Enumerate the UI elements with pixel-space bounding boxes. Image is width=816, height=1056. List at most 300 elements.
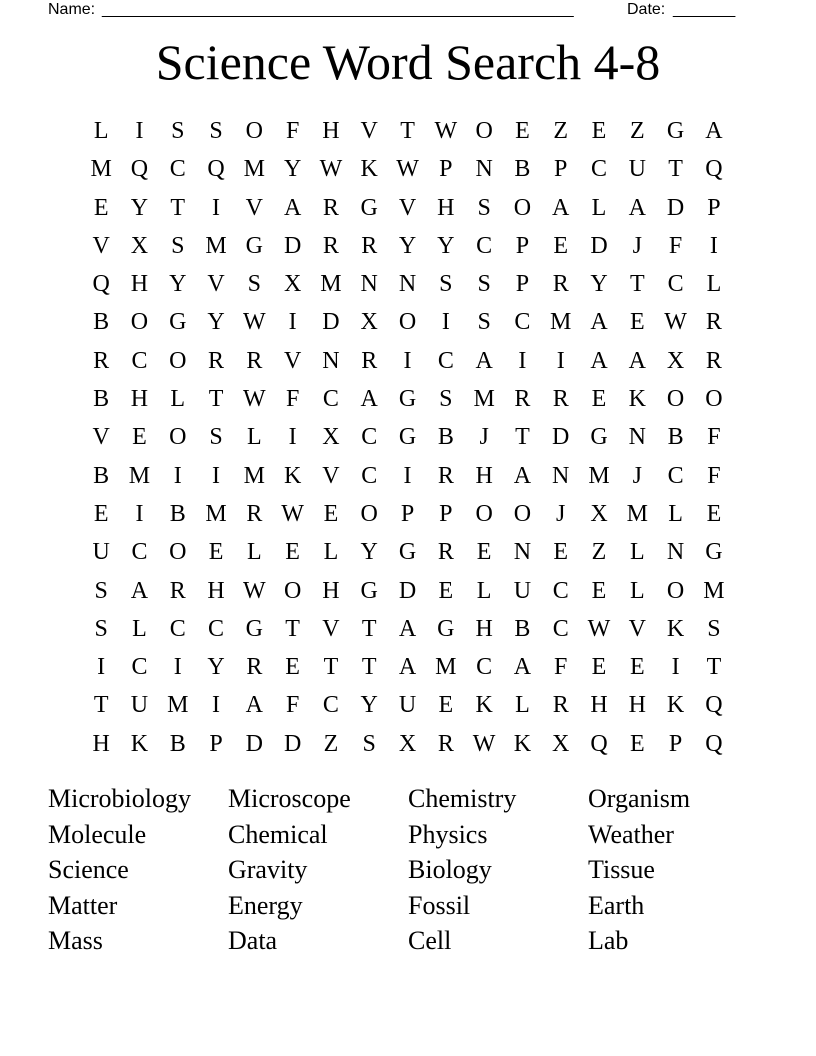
word-list-item: Molecule — [48, 819, 147, 849]
grid-letter: A — [360, 386, 378, 413]
grid-letter: H — [437, 194, 455, 221]
grid-letter: I — [97, 654, 106, 681]
grid-letter: P — [515, 232, 530, 259]
word-list-item: Chemistry — [408, 784, 517, 813]
grid-letter: M — [435, 654, 457, 681]
grid-letter: E — [629, 654, 645, 681]
grid-letter: I — [212, 692, 221, 719]
word-list-item: Data — [228, 926, 278, 955]
grid-row — [82, 610, 733, 648]
grid-letter: F — [285, 118, 300, 144]
grid-letter: P — [707, 194, 721, 221]
grid-row — [82, 418, 733, 456]
grid-letter: Y — [437, 232, 455, 259]
grid-letter: E — [323, 500, 339, 527]
page-title: Science Word Search 4-8 — [155, 34, 661, 90]
grid-letter: O — [245, 118, 263, 144]
grid-letter: H — [322, 118, 340, 144]
grid-letter: P — [209, 730, 223, 757]
grid-letter: I — [518, 347, 527, 374]
grid-letter: L — [629, 577, 645, 604]
grid-letter: G — [590, 424, 608, 451]
word-list-item: Fossil — [408, 890, 471, 920]
grid-letter: F — [554, 654, 568, 681]
grid-letter: L — [668, 500, 683, 527]
grid-letter: R — [322, 232, 339, 259]
grid-letter: R — [437, 462, 454, 489]
word-list-item: Earth — [588, 890, 645, 920]
grid-letter: E — [438, 577, 454, 604]
grid-letter: A — [513, 654, 532, 681]
grid-letter: M — [243, 462, 265, 489]
grid-letter: M — [167, 692, 189, 719]
grid-letter: U — [398, 692, 417, 719]
grid-letter: W — [472, 730, 496, 757]
grid-letter: V — [322, 462, 340, 489]
grid-letter: W — [587, 615, 611, 642]
grid-letter: Y — [360, 692, 378, 719]
grid-letter: Q — [705, 730, 723, 757]
grid-letter: M — [626, 500, 648, 527]
grid-letter: W — [434, 118, 458, 144]
grid-letter: F — [668, 232, 683, 259]
grid-letter: G — [437, 615, 455, 642]
grid-letter: B — [169, 500, 186, 527]
grid-letter: O — [705, 386, 723, 413]
grid-letter: L — [706, 271, 722, 298]
grid-letter: F — [285, 692, 300, 719]
grid-letter: M — [320, 271, 342, 298]
word-list-item: Physics — [408, 819, 488, 849]
grid-letter: T — [361, 615, 377, 642]
grid-letter: K — [666, 615, 685, 642]
grid-letter: E — [438, 692, 454, 719]
grid-letter: I — [403, 347, 412, 374]
word-list — [48, 781, 768, 959]
grid-row — [82, 342, 733, 380]
grid-letter: K — [283, 462, 302, 489]
grid-letter: P — [515, 271, 530, 298]
grid-letter: B — [93, 309, 110, 336]
grid-letter: T — [93, 692, 109, 719]
grid-letter: N — [628, 424, 646, 451]
grid-letter: D — [283, 730, 302, 757]
date-label: Date: — [627, 1, 666, 18]
grid-letter: E — [285, 654, 300, 681]
grid-letter: E — [553, 539, 569, 566]
grid-letter: X — [360, 309, 378, 336]
grid-letter: R — [361, 347, 378, 374]
word-list-item: Science — [48, 855, 129, 884]
grid-letter: K — [130, 730, 149, 757]
grid-letter: Y — [398, 232, 417, 259]
grid-letter: R — [169, 577, 186, 604]
grid-letter: P — [668, 730, 683, 757]
grid-letter: R — [246, 654, 263, 681]
grid-letter: I — [403, 462, 412, 489]
grid-letter: E — [706, 500, 722, 527]
letter-grid — [82, 112, 733, 763]
grid-letter: S — [362, 730, 376, 757]
grid-letter: I — [671, 654, 680, 681]
grid-row — [82, 150, 733, 188]
grid-letter: G — [705, 539, 723, 566]
grid-letter: I — [212, 462, 221, 489]
word-list-item: Cell — [408, 926, 452, 955]
grid-letter: H — [475, 462, 493, 489]
grid-letter: G — [398, 386, 417, 413]
grid-letter: B — [514, 615, 531, 642]
grid-letter: Q — [92, 271, 110, 298]
grid-row — [82, 686, 733, 724]
word-list-item: Microbiology — [48, 784, 191, 813]
grid-letter: S — [477, 194, 491, 221]
grid-letter: D — [283, 232, 302, 259]
word-list-item: Chemical — [228, 819, 328, 849]
grid-letter: E — [476, 539, 492, 566]
grid-letter: Z — [323, 730, 339, 757]
grid-letter: S — [209, 118, 223, 144]
grid-letter: B — [514, 156, 531, 183]
grid-letter: M — [588, 462, 610, 489]
grid-letter: E — [285, 539, 300, 566]
grid-letter: I — [135, 118, 144, 144]
grid-letter: O — [666, 577, 685, 604]
grid-letter: E — [629, 730, 645, 757]
grid-letter: I — [135, 500, 144, 527]
grid-letter: K — [360, 156, 378, 183]
grid-letter: E — [132, 424, 147, 451]
grid-letter: L — [591, 194, 607, 221]
grid-row — [82, 112, 733, 150]
grid-letter: V — [207, 271, 225, 298]
grid-letter: C — [667, 462, 684, 489]
grid-letter: F — [707, 424, 721, 451]
grid-letter: E — [629, 309, 645, 336]
grid-letter: Q — [705, 692, 723, 719]
grid-letter: A — [245, 692, 263, 719]
grid-letter: R — [246, 500, 263, 527]
word-list-item: Matter — [48, 890, 118, 920]
grid-letter: S — [477, 309, 491, 336]
grid-letter: S — [707, 615, 721, 642]
grid-row — [82, 265, 733, 303]
grid-letter: D — [666, 194, 685, 221]
grid-letter: E — [93, 500, 109, 527]
grid-letter: L — [323, 539, 339, 566]
grid-letter: A — [705, 118, 723, 144]
grid-letter: L — [170, 386, 186, 413]
grid-letter: N — [666, 539, 685, 566]
grid-letter: A — [130, 577, 149, 604]
grid-letter: O — [360, 500, 378, 527]
grid-letter: C — [437, 347, 454, 374]
grid-letter: V — [92, 232, 110, 259]
grid-letter: W — [243, 577, 266, 604]
grid-letter: N — [475, 156, 493, 183]
grid-letter: A — [398, 615, 417, 642]
grid-row — [82, 572, 733, 610]
grid-letter: B — [169, 730, 186, 757]
grid-letter: C — [169, 615, 186, 642]
grid-letter: U — [513, 577, 532, 604]
grid-letter: C — [514, 309, 531, 336]
grid-row — [82, 533, 733, 571]
grid-letter: L — [476, 577, 492, 604]
grid-letter: O — [169, 539, 187, 566]
grid-letter: W — [281, 500, 304, 527]
grid-letter: C — [476, 232, 493, 259]
grid-letter: M — [205, 232, 227, 259]
grid-letter: D — [590, 232, 608, 259]
grid-letter: F — [707, 462, 721, 489]
grid-letter: G — [360, 577, 378, 604]
grid-row — [82, 495, 733, 533]
grid-letter: E — [591, 654, 607, 681]
grid-letter: O — [169, 424, 187, 451]
grid-letter: C — [208, 615, 225, 642]
grid-letter: P — [554, 156, 568, 183]
grid-letter: C — [361, 424, 378, 451]
grid-letter: R — [437, 539, 454, 566]
grid-letter: S — [247, 271, 262, 298]
grid-letter: O — [513, 500, 532, 527]
grid-letter: O — [666, 386, 685, 413]
grid-letter: J — [632, 462, 642, 489]
grid-letter: T — [170, 194, 186, 221]
grid-letter: W — [319, 156, 343, 183]
grid-letter: M — [473, 386, 495, 413]
header-line — [48, 0, 748, 20]
grid-letter: Y — [169, 271, 187, 298]
grid-letter: C — [131, 539, 148, 566]
grid-letter: C — [552, 615, 569, 642]
grid-letter: D — [245, 730, 263, 757]
grid-letter: X — [322, 424, 340, 451]
grid-row — [82, 725, 733, 763]
grid-letter: E — [553, 232, 569, 259]
grid-letter: W — [664, 309, 687, 336]
grid-letter: R — [208, 347, 225, 374]
grid-letter: X — [552, 730, 570, 757]
grid-letter: C — [361, 462, 378, 489]
grid-letter: A — [590, 347, 608, 374]
grid-letter: K — [628, 386, 646, 413]
grid-letter: Q — [130, 156, 149, 183]
grid-letter: Y — [130, 194, 149, 221]
grid-letter: F — [285, 386, 300, 413]
grid-letter: I — [709, 232, 718, 259]
grid-letter: O — [130, 309, 149, 336]
grid-letter: V — [92, 424, 110, 451]
grid-letter: S — [94, 615, 108, 642]
grid-letter: E — [591, 118, 607, 144]
word-list-item: Energy — [228, 890, 303, 920]
grid-letter: H — [628, 692, 646, 719]
grid-letter: E — [93, 194, 109, 221]
grid-letter: S — [477, 271, 491, 298]
grid-letter: V — [322, 615, 340, 642]
grid-letter: G — [666, 118, 685, 144]
grid-letter: Q — [207, 156, 225, 183]
grid-letter: H — [130, 271, 149, 298]
grid-letter: S — [171, 232, 185, 259]
grid-letter: T — [706, 654, 722, 681]
grid-row — [82, 303, 733, 341]
grid-letter: N — [398, 271, 417, 298]
grid-row — [82, 227, 733, 265]
date-blank: _______ — [673, 1, 736, 18]
grid-letter: D — [322, 309, 340, 336]
grid-letter: C — [591, 156, 608, 183]
grid-letter: R — [437, 730, 454, 757]
grid-letter: O — [475, 118, 493, 144]
grid-letter: V — [398, 194, 417, 221]
grid-letter: V — [283, 347, 302, 374]
grid-letter: G — [398, 539, 417, 566]
grid-letter: S — [171, 118, 185, 144]
word-list-item: Mass — [48, 926, 103, 955]
grid-letter: M — [703, 577, 725, 604]
grid-letter: N — [322, 347, 340, 374]
grid-letter: X — [130, 232, 149, 259]
name-blank: _____________________________________________________ — [102, 1, 574, 18]
grid-letter: R — [246, 347, 263, 374]
grid-letter: C — [131, 654, 148, 681]
grid-letter: M — [243, 156, 265, 183]
grid-letter: T — [629, 271, 645, 298]
grid-letter: N — [360, 271, 378, 298]
grid-letter: L — [247, 539, 262, 566]
grid-letter: R — [552, 271, 569, 298]
grid-letter: I — [173, 654, 182, 681]
grid-letter: O — [513, 194, 532, 221]
grid-letter: O — [169, 347, 187, 374]
grid-letter: B — [437, 424, 454, 451]
grid-letter: D — [398, 577, 417, 604]
grid-letter: M — [205, 500, 227, 527]
grid-letter: P — [439, 156, 453, 183]
grid-letter: T — [400, 118, 415, 144]
grid-letter: C — [322, 692, 339, 719]
grid-letter: C — [667, 271, 684, 298]
grid-letter: G — [360, 194, 378, 221]
grid-letter: Z — [629, 118, 645, 144]
grid-letter: Y — [283, 156, 302, 183]
grid-letter: W — [243, 309, 266, 336]
grid-letter: H — [207, 577, 225, 604]
grid-letter: T — [285, 615, 300, 642]
grid-letter: G — [245, 615, 263, 642]
grid-letter: E — [591, 577, 607, 604]
grid-letter: O — [283, 577, 302, 604]
grid-letter: R — [552, 386, 569, 413]
grid-row — [82, 648, 733, 686]
grid-letter: V — [360, 118, 378, 144]
grid-letter: Y — [207, 654, 225, 681]
grid-letter: Q — [705, 156, 723, 183]
grid-letter: L — [515, 692, 530, 719]
grid-letter: R — [705, 347, 722, 374]
word-list-item: Gravity — [228, 855, 308, 884]
word-list-item: Biology — [408, 855, 492, 884]
grid-letter: I — [212, 194, 221, 221]
grid-letter: J — [632, 232, 642, 259]
grid-letter: I — [441, 309, 450, 336]
grid-letter: S — [439, 271, 453, 298]
grid-letter: P — [400, 500, 415, 527]
grid-letter: R — [361, 232, 378, 259]
grid-letter: L — [247, 424, 262, 451]
grid-letter: Z — [591, 539, 607, 566]
word-list-item: Tissue — [588, 855, 655, 884]
grid-letter: A — [398, 654, 417, 681]
grid-letter: C — [169, 156, 186, 183]
grid-letter: L — [132, 615, 147, 642]
grid-letter: Y — [207, 309, 225, 336]
grid-row — [82, 189, 733, 227]
grid-letter: P — [439, 500, 453, 527]
grid-letter: M — [550, 309, 572, 336]
grid-letter: X — [666, 347, 685, 374]
grid-letter: T — [208, 386, 224, 413]
grid-letter: H — [130, 386, 149, 413]
grid-letter: L — [629, 539, 645, 566]
grid-letter: R — [514, 386, 531, 413]
grid-letter: C — [131, 347, 148, 374]
word-list-item: Weather — [588, 819, 674, 849]
word-list-item: Organism — [588, 784, 691, 813]
grid-letter: A — [552, 194, 570, 221]
grid-letter: W — [396, 156, 419, 183]
grid-letter: G — [169, 309, 187, 336]
grid-letter: X — [590, 500, 608, 527]
grid-letter: N — [513, 539, 532, 566]
grid-letter: U — [628, 156, 646, 183]
grid-letter: E — [515, 118, 530, 144]
grid-row — [82, 457, 733, 495]
grid-letter: Y — [360, 539, 378, 566]
grid-letter: S — [94, 577, 108, 604]
grid-letter: U — [92, 539, 110, 566]
word-list-item: Lab — [588, 926, 629, 955]
grid-letter: R — [93, 347, 110, 374]
grid-letter: H — [322, 577, 340, 604]
grid-letter: Z — [553, 118, 569, 144]
grid-letter: L — [93, 118, 109, 144]
grid-letter: T — [515, 424, 530, 451]
grid-letter: A — [590, 309, 608, 336]
grid-letter: R — [552, 692, 569, 719]
grid-letter: B — [93, 462, 110, 489]
grid-letter: J — [556, 500, 566, 527]
grid-letter: G — [245, 232, 263, 259]
grid-letter: B — [93, 386, 110, 413]
grid-letter: W — [243, 386, 266, 413]
grid-letter: A — [628, 194, 646, 221]
grid-letter: C — [476, 654, 493, 681]
grid-letter: M — [128, 462, 151, 489]
name-label: Name: — [48, 1, 96, 18]
grid-letter: I — [556, 347, 565, 374]
grid-letter: K — [475, 692, 493, 719]
grid-letter: T — [668, 156, 683, 183]
grid-letter: R — [705, 309, 722, 336]
grid-letter: A — [513, 462, 532, 489]
grid-letter: T — [323, 654, 339, 681]
grid-letter: A — [283, 194, 302, 221]
grid-letter: K — [513, 730, 532, 757]
